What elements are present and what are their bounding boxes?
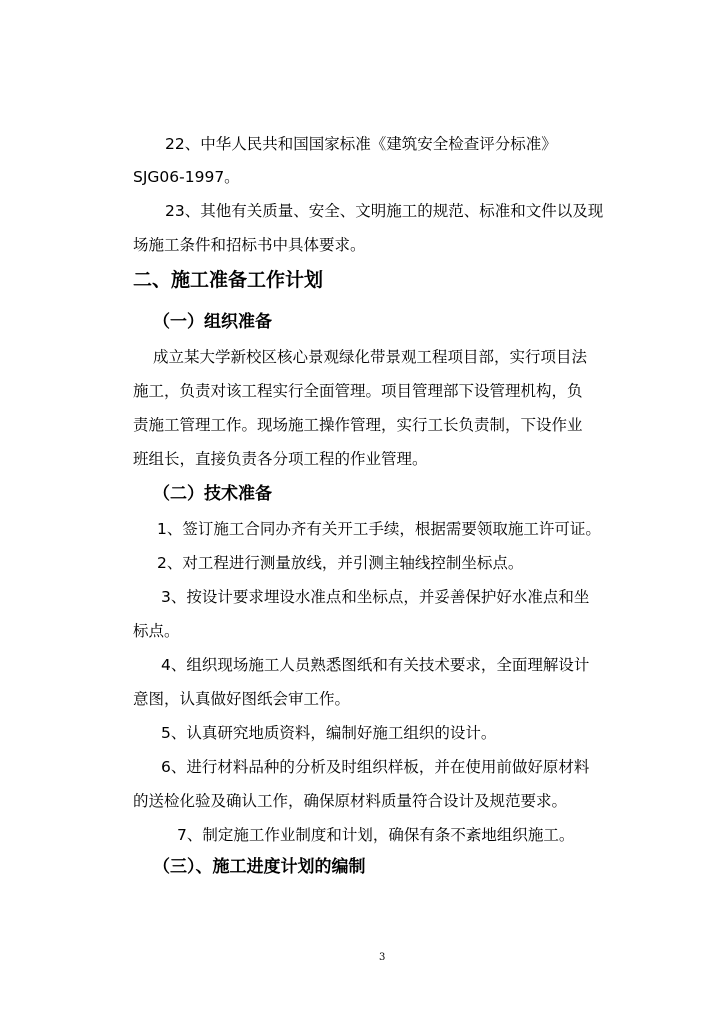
technical-item-4-continued: 意图，认真做好图纸会审工作。 (133, 690, 351, 708)
subheading-organization-prep: （一）组织准备 (153, 312, 272, 332)
technical-item-6-continued: 的送检化验及确认工作，确保原材料质量符合设计及规范要求。 (133, 792, 568, 810)
technical-item-7: 7、制定施工作业制度和计划，确保有条不紊地组织施工。 (177, 826, 575, 844)
text-line-item-23-continued: 场施工条件和招标书中具体要求。 (133, 236, 366, 254)
technical-item-4: 4、组织现场施工人员熟悉图纸和有关技术要求，全面理解设计 (161, 656, 590, 674)
paragraph-organization-line-4: 班组长，直接负责各分项工程的作业管理。 (133, 450, 428, 468)
text-line-item-23: 23、其他有关质量、安全、文明施工的规范、标准和文件以及现 (165, 202, 604, 220)
technical-item-6: 6、进行材料品种的分析及时组织样板，并在使用前做好原材料 (161, 758, 590, 776)
text-line-standard-code: SJG06-1997。 (133, 168, 240, 186)
subheading-schedule-plan: （三）、施工进度计划的编制 (153, 857, 366, 877)
paragraph-organization-line-2: 施工，负责对该工程实行全面管理。项目管理部下设管理机构，负 (133, 382, 583, 400)
subheading-technical-prep: （二）技术准备 (153, 484, 272, 504)
technical-item-5: 5、认真研究地质资料，编制好施工组织的设计。 (161, 724, 497, 742)
technical-item-1: 1、签订施工合同办齐有关开工手续，根据需要领取施工许可证。 (157, 520, 601, 538)
paragraph-organization-line-3: 责施工管理工作。现场施工操作管理，实行工长负责制，下设作业 (133, 416, 583, 434)
text-line-standard-22: 22、中华人民共和国国家标准《建筑安全检查评分标准》 (165, 135, 557, 153)
paragraph-organization-line-1: 成立某大学新校区核心景观绿化带景观工程项目部，实行项目法 (153, 348, 588, 366)
technical-item-3: 3、按设计要求埋设水准点和坐标点，并妥善保护好水准点和坐 (161, 588, 590, 606)
page-number: 3 (379, 952, 386, 963)
technical-item-3-continued: 标点。 (133, 622, 180, 640)
technical-item-2: 2、对工程进行测量放线，并引测主轴线控制坐标点。 (157, 554, 524, 572)
section-heading-construction-prep: 二、施工准备工作计划 (133, 269, 324, 291)
